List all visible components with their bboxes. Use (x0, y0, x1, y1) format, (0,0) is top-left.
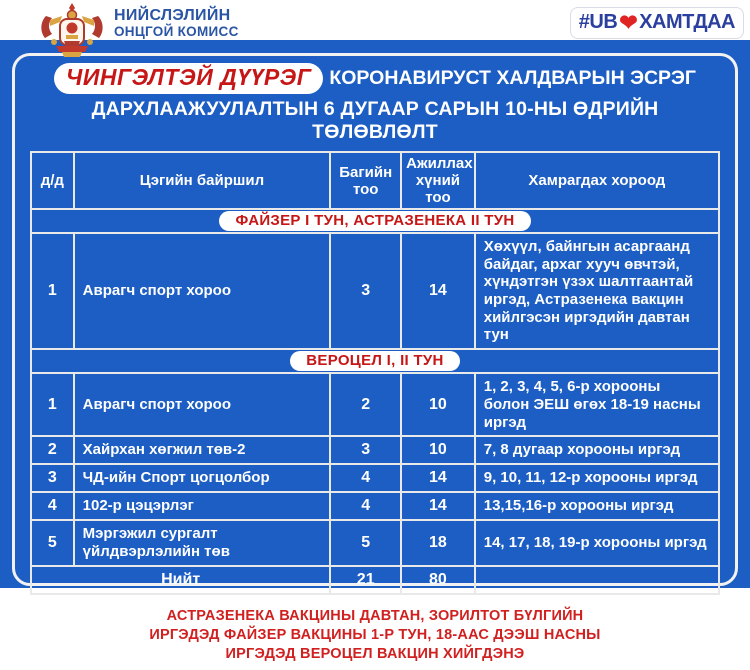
cell-num: 1 (31, 373, 74, 436)
cell-location: Аврагч спорт хороо (74, 373, 331, 436)
section-pill: ВЕРОЦЕЛ I, II ТУН (290, 351, 459, 371)
cell-location: 102-р цэцэрлэг (74, 492, 331, 520)
brand-line2: ОНЦГОЙ КОМИСС (114, 23, 239, 39)
cell-num: 2 (31, 436, 74, 464)
schedule-table (30, 151, 720, 595)
main-panel (12, 53, 738, 662)
cell-location: Аврагч спорт хороо (74, 233, 331, 349)
title-rest: КОРОНАВИРУСТ ХАЛДВАРЫН ЭСРЭГ (329, 67, 696, 89)
cell-staff: 10 (401, 373, 475, 436)
table-row (31, 436, 719, 464)
table-row (31, 492, 719, 520)
brand-text (114, 8, 239, 39)
cell-khoroos: 9, 10, 11, 12-р хорооны иргэд (475, 464, 719, 492)
cell-khoroos: 7, 8 дугаар хорооны иргэд (475, 436, 719, 464)
section-header-cell (31, 349, 719, 373)
hashtag-suffix: ХАМТДАА (639, 11, 735, 33)
cell-khoroos: 1, 2, 3, 4, 5, 6-р хорооны болон ЭЕШ өгөх 18-19 насны иргэд (475, 373, 719, 436)
cell-staff: 14 (401, 464, 475, 492)
cell-staff: 10 (401, 436, 475, 464)
cell-location: ЧД-ийн Спорт цогцолбор (74, 464, 331, 492)
page-title (15, 56, 735, 148)
cell-teams: 4 (330, 492, 401, 520)
district-pill: ЧИНГЭЛТЭЙ ДҮҮРЭГ (54, 63, 323, 94)
city-emblem-icon (36, 2, 108, 58)
cell-khoroos: Хөхүүл, байнгын асаргаанд байдаг, архаг хууч өвчтэй, хүндэтгэн үзэх шалтгаантай иргэд, Астразенека вакцин хийлгэсэн иргэдийн давтан тун (475, 233, 719, 349)
cell-khoroos: 14, 17, 18, 19-р хорооны иргэд (475, 520, 719, 565)
table-row (31, 464, 719, 492)
total-label: Нийт (31, 566, 330, 594)
section-pill: ФАЙЗЕР I ТУН, АСТРАЗЕНЕКА II ТУН (219, 211, 530, 231)
col-header-location: Цэгийн байршил (74, 152, 331, 209)
cell-teams: 3 (330, 233, 401, 349)
cell-teams: 2 (330, 373, 401, 436)
hashtag-prefix: #UB (578, 11, 618, 33)
blue-background (0, 40, 750, 662)
footer-note: АСТРАЗЕНЕКА ВАКЦИНЫ ДАВТАН, ЗОРИЛТОТ БҮЛГИЙН ИРГЭДЭД ФАЙЗЕР ВАКЦИНЫ 1-Р ТУН, 18-ААС ДЭЭШ НАСНЫ ИРГЭДЭД ВЕРОЦЕЛ ВАКЦИН ХИЙГДЭНЭ (116, 603, 634, 670)
cell-teams: 3 (330, 436, 401, 464)
cell-khoroos: 13,15,16-р хорооны иргэд (475, 492, 719, 520)
cell-num: 4 (31, 492, 74, 520)
total-khoroos (475, 566, 719, 594)
title-line2: ДАРХЛААЖУУЛАЛТЫН 6 ДУГААР САРЫН 10-НЫ ӨДРИЙН ТӨЛӨВЛӨЛТ (91, 98, 659, 143)
section-header-row (31, 349, 719, 373)
cell-location: Мэргэжил сургалт үйлдвэрлэлийн төв (74, 520, 331, 565)
heart-icon: ❤ (619, 9, 638, 35)
table-row (31, 233, 719, 349)
col-header-num: д/д (31, 152, 74, 209)
header-row (31, 152, 719, 209)
brand-line1: НИЙСЛЭЛИЙН (114, 7, 231, 24)
top-bar (0, 0, 750, 40)
cell-teams: 4 (330, 464, 401, 492)
col-header-teams: Багийн тоо (330, 152, 401, 209)
col-header-staff: Ажиллах хүний тоо (401, 152, 475, 209)
total-teams: 21 (330, 566, 401, 594)
table-row (31, 520, 719, 565)
cell-num: 3 (31, 464, 74, 492)
cell-num: 5 (31, 520, 74, 565)
cell-location: Хайрхан хөгжил төв-2 (74, 436, 331, 464)
cell-staff: 14 (401, 492, 475, 520)
hashtag-badge (570, 7, 744, 39)
col-header-khoroos: Хамрагдах хороод (475, 152, 719, 209)
total-staff: 80 (401, 566, 475, 594)
table-row (31, 373, 719, 436)
cell-num: 1 (31, 233, 74, 349)
cell-staff: 14 (401, 233, 475, 349)
cell-teams: 5 (330, 520, 401, 565)
section-header-cell (31, 209, 719, 233)
cell-staff: 18 (401, 520, 475, 565)
total-row (31, 566, 719, 594)
section-header-row (31, 209, 719, 233)
